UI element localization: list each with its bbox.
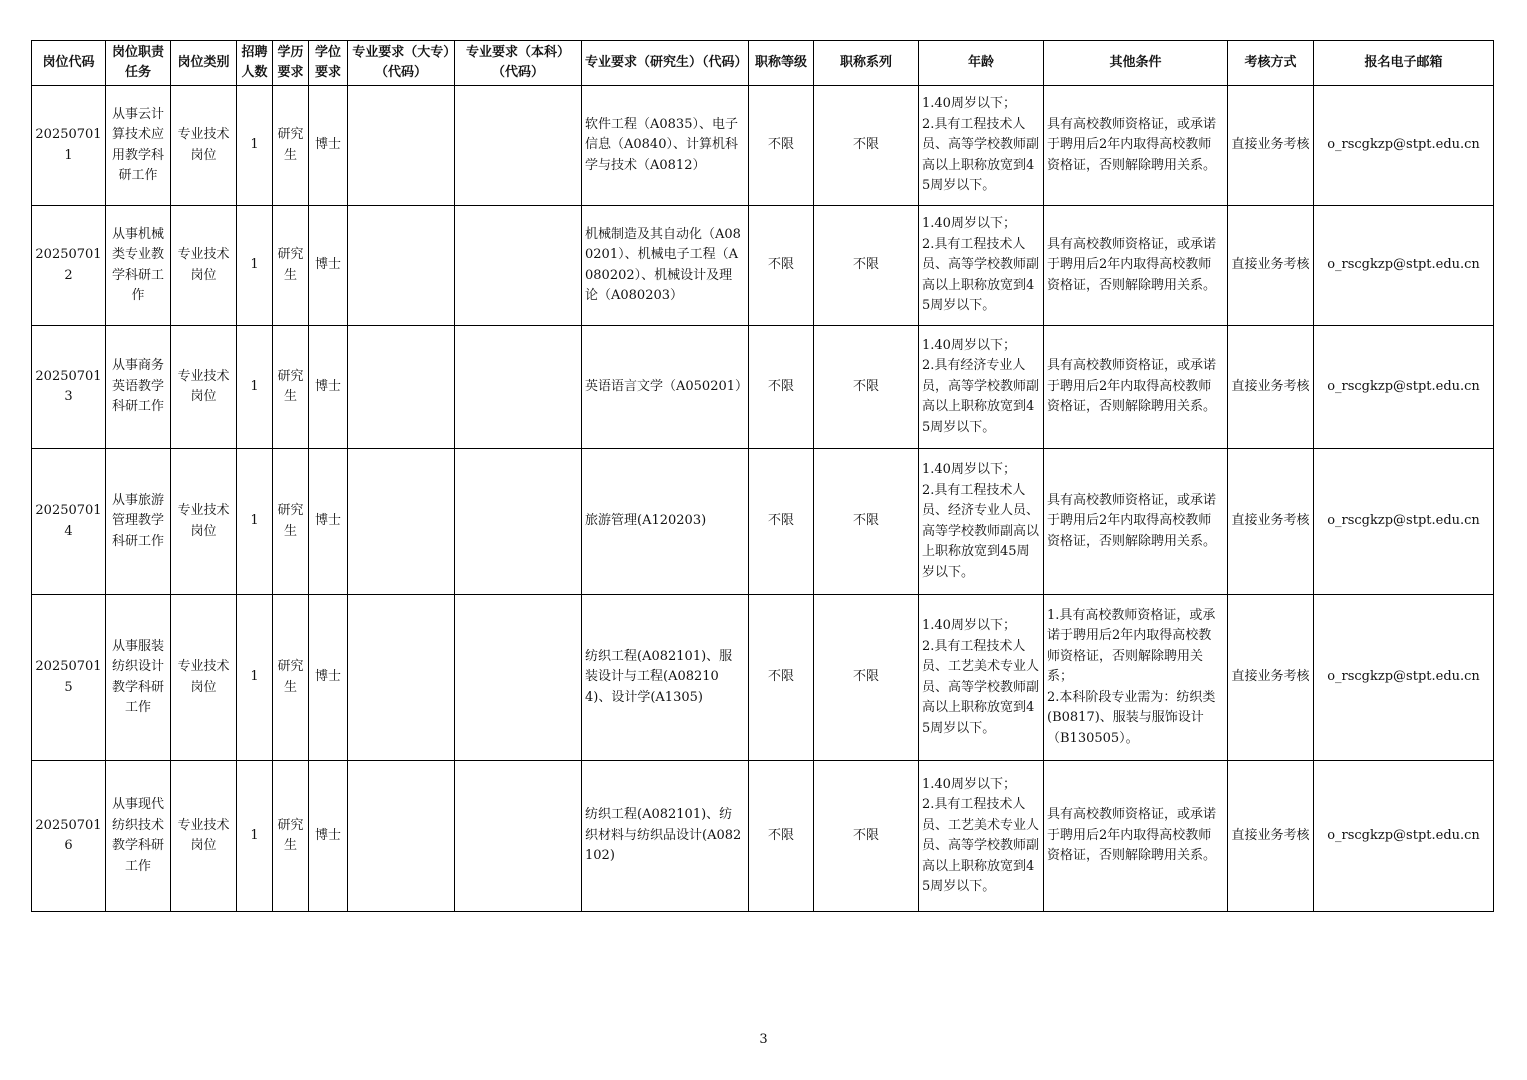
cell-title-level: 不限 [749,326,814,449]
cell-age: 1.40周岁以下； 2.具有工程技术人员、高等学校教师副高以上职称放宽到45周岁以下。 [919,206,1044,326]
cell-age: 1.40周岁以下； 2.具有工程技术人员、经济专业人员、高等学校教师副高以上职称放宽到45周岁以下。 [919,449,1044,595]
cell-duty: 从事商务英语教学科研工作 [106,326,171,449]
cell-title-level: 不限 [749,206,814,326]
cell-major-bachelor [455,449,582,595]
cell-title-level: 不限 [749,449,814,595]
cell-email: o_rscgkzp@stpt.edu.cn [1314,595,1494,761]
header-major-college: 专业要求（大专）（代码） [348,41,455,86]
cell-post-code: 202507016 [32,761,106,912]
cell-assessment: 直接业务考核 [1228,86,1314,206]
header-count: 招聘人数 [237,41,273,86]
cell-title-series: 不限 [814,86,919,206]
cell-category: 专业技术岗位 [171,206,237,326]
cell-degree: 博士 [309,761,348,912]
cell-email: o_rscgkzp@stpt.edu.cn [1314,761,1494,912]
cell-major-graduate: 英语语言文学（A050201） [582,326,749,449]
cell-education: 研究生 [273,761,309,912]
cell-assessment: 直接业务考核 [1228,595,1314,761]
table-row [32,761,1494,912]
header-title-series: 职称系列 [814,41,919,86]
cell-degree: 博士 [309,595,348,761]
cell-major-bachelor [455,86,582,206]
cell-other-conditions: 具有高校教师资格证，或承诺于聘用后2年内取得高校教师资格证，否则解除聘用关系。 [1044,326,1228,449]
cell-major-college [348,86,455,206]
cell-assessment: 直接业务考核 [1228,326,1314,449]
cell-email: o_rscgkzp@stpt.edu.cn [1314,449,1494,595]
cell-email: o_rscgkzp@stpt.edu.cn [1314,86,1494,206]
cell-age: 1.40周岁以下； 2.具有工程技术人员、工艺美术专业人员、高等学校教师副高以上职称放宽到45周岁以下。 [919,595,1044,761]
cell-major-college [348,761,455,912]
header-major-graduate: 专业要求（研究生）（代码） [582,41,749,86]
table-row [32,86,1494,206]
cell-title-level: 不限 [749,761,814,912]
cell-email: o_rscgkzp@stpt.edu.cn [1314,326,1494,449]
header-degree: 学位要求 [309,41,348,86]
cell-education: 研究生 [273,595,309,761]
cell-education: 研究生 [273,449,309,595]
cell-other-conditions: 具有高校教师资格证，或承诺于聘用后2年内取得高校教师资格证，否则解除聘用关系。 [1044,449,1228,595]
header-category: 岗位类别 [171,41,237,86]
header-title-level: 职称等级 [749,41,814,86]
cell-count: 1 [237,449,273,595]
cell-title-level: 不限 [749,86,814,206]
table-row [32,206,1494,326]
cell-email: o_rscgkzp@stpt.edu.cn [1314,206,1494,326]
cell-other-conditions: 具有高校教师资格证，或承诺于聘用后2年内取得高校教师资格证，否则解除聘用关系。 [1044,86,1228,206]
cell-major-graduate: 纺织工程(A082101)、纺织材料与纺织品设计(A082102) [582,761,749,912]
cell-degree: 博士 [309,206,348,326]
cell-post-code: 202507012 [32,206,106,326]
cell-major-college [348,595,455,761]
header-email: 报名电子邮箱 [1314,41,1494,86]
cell-count: 1 [237,326,273,449]
cell-major-bachelor [455,326,582,449]
cell-education: 研究生 [273,86,309,206]
cell-education: 研究生 [273,326,309,449]
cell-other-conditions: 具有高校教师资格证，或承诺于聘用后2年内取得高校教师资格证，否则解除聘用关系。 [1044,206,1228,326]
cell-degree: 博士 [309,449,348,595]
header-education: 学历要求 [273,41,309,86]
cell-category: 专业技术岗位 [171,595,237,761]
cell-education: 研究生 [273,206,309,326]
cell-duty: 从事云计算技术应用教学科研工作 [106,86,171,206]
cell-count: 1 [237,206,273,326]
cell-major-graduate: 机械制造及其自动化（A080201）、机械电子工程（A080202）、机械设计及理论（A080203） [582,206,749,326]
cell-category: 专业技术岗位 [171,326,237,449]
cell-assessment: 直接业务考核 [1228,761,1314,912]
cell-title-series: 不限 [814,449,919,595]
header-assessment: 考核方式 [1228,41,1314,86]
cell-count: 1 [237,595,273,761]
cell-title-series: 不限 [814,326,919,449]
header-other-conditions: 其他条件 [1044,41,1228,86]
cell-duty: 从事服装纺织设计教学科研工作 [106,595,171,761]
cell-duty: 从事现代纺织技术教学科研工作 [106,761,171,912]
cell-count: 1 [237,86,273,206]
cell-degree: 博士 [309,326,348,449]
cell-post-code: 202507014 [32,449,106,595]
cell-degree: 博士 [309,86,348,206]
page-number: 3 [759,1032,768,1047]
cell-age: 1.40周岁以下； 2.具有工程技术人员、工艺美术专业人员、高等学校教师副高以上职称放宽到45周岁以下。 [919,761,1044,912]
cell-duty: 从事旅游管理教学科研工作 [106,449,171,595]
cell-major-college [348,449,455,595]
header-age: 年龄 [919,41,1044,86]
recruitment-table [31,40,1494,912]
cell-count: 1 [237,761,273,912]
header-row [32,41,1494,86]
header-post-code: 岗位代码 [32,41,106,86]
cell-major-bachelor [455,595,582,761]
cell-title-level: 不限 [749,595,814,761]
cell-post-code: 202507015 [32,595,106,761]
cell-major-graduate: 软件工程（A0835）、电子信息（A0840）、计算机科学与技术（A0812） [582,86,749,206]
cell-title-series: 不限 [814,206,919,326]
cell-major-college [348,326,455,449]
cell-category: 专业技术岗位 [171,86,237,206]
cell-major-bachelor [455,206,582,326]
cell-post-code: 202507013 [32,326,106,449]
cell-title-series: 不限 [814,761,919,912]
cell-other-conditions: 1.具有高校教师资格证，或承诺于聘用后2年内取得高校教师资格证，否则解除聘用关系； 2.本科阶段专业需为：纺织类(B0817)、服装与服饰设计（B130505）。 [1044,595,1228,761]
cell-assessment: 直接业务考核 [1228,206,1314,326]
cell-duty: 从事机械类专业教学科研工作 [106,206,171,326]
cell-major-graduate: 旅游管理(A120203) [582,449,749,595]
cell-category: 专业技术岗位 [171,449,237,595]
cell-title-series: 不限 [814,595,919,761]
header-major-bachelor: 专业要求（本科）（代码） [455,41,582,86]
cell-major-college [348,206,455,326]
cell-age: 1.40周岁以下； 2.具有经济专业人员，高等学校教师副高以上职称放宽到45周岁以下。 [919,326,1044,449]
table-row [32,449,1494,595]
cell-category: 专业技术岗位 [171,761,237,912]
cell-major-graduate: 纺织工程(A082101)、服装设计与工程(A082104)、设计学(A1305) [582,595,749,761]
cell-post-code: 202507011 [32,86,106,206]
table-row [32,595,1494,761]
cell-age: 1.40周岁以下； 2.具有工程技术人员、高等学校教师副高以上职称放宽到45周岁以下。 [919,86,1044,206]
cell-assessment: 直接业务考核 [1228,449,1314,595]
cell-other-conditions: 具有高校教师资格证，或承诺于聘用后2年内取得高校教师资格证，否则解除聘用关系。 [1044,761,1228,912]
header-duty: 岗位职责任务 [106,41,171,86]
table-row [32,326,1494,449]
cell-major-bachelor [455,761,582,912]
